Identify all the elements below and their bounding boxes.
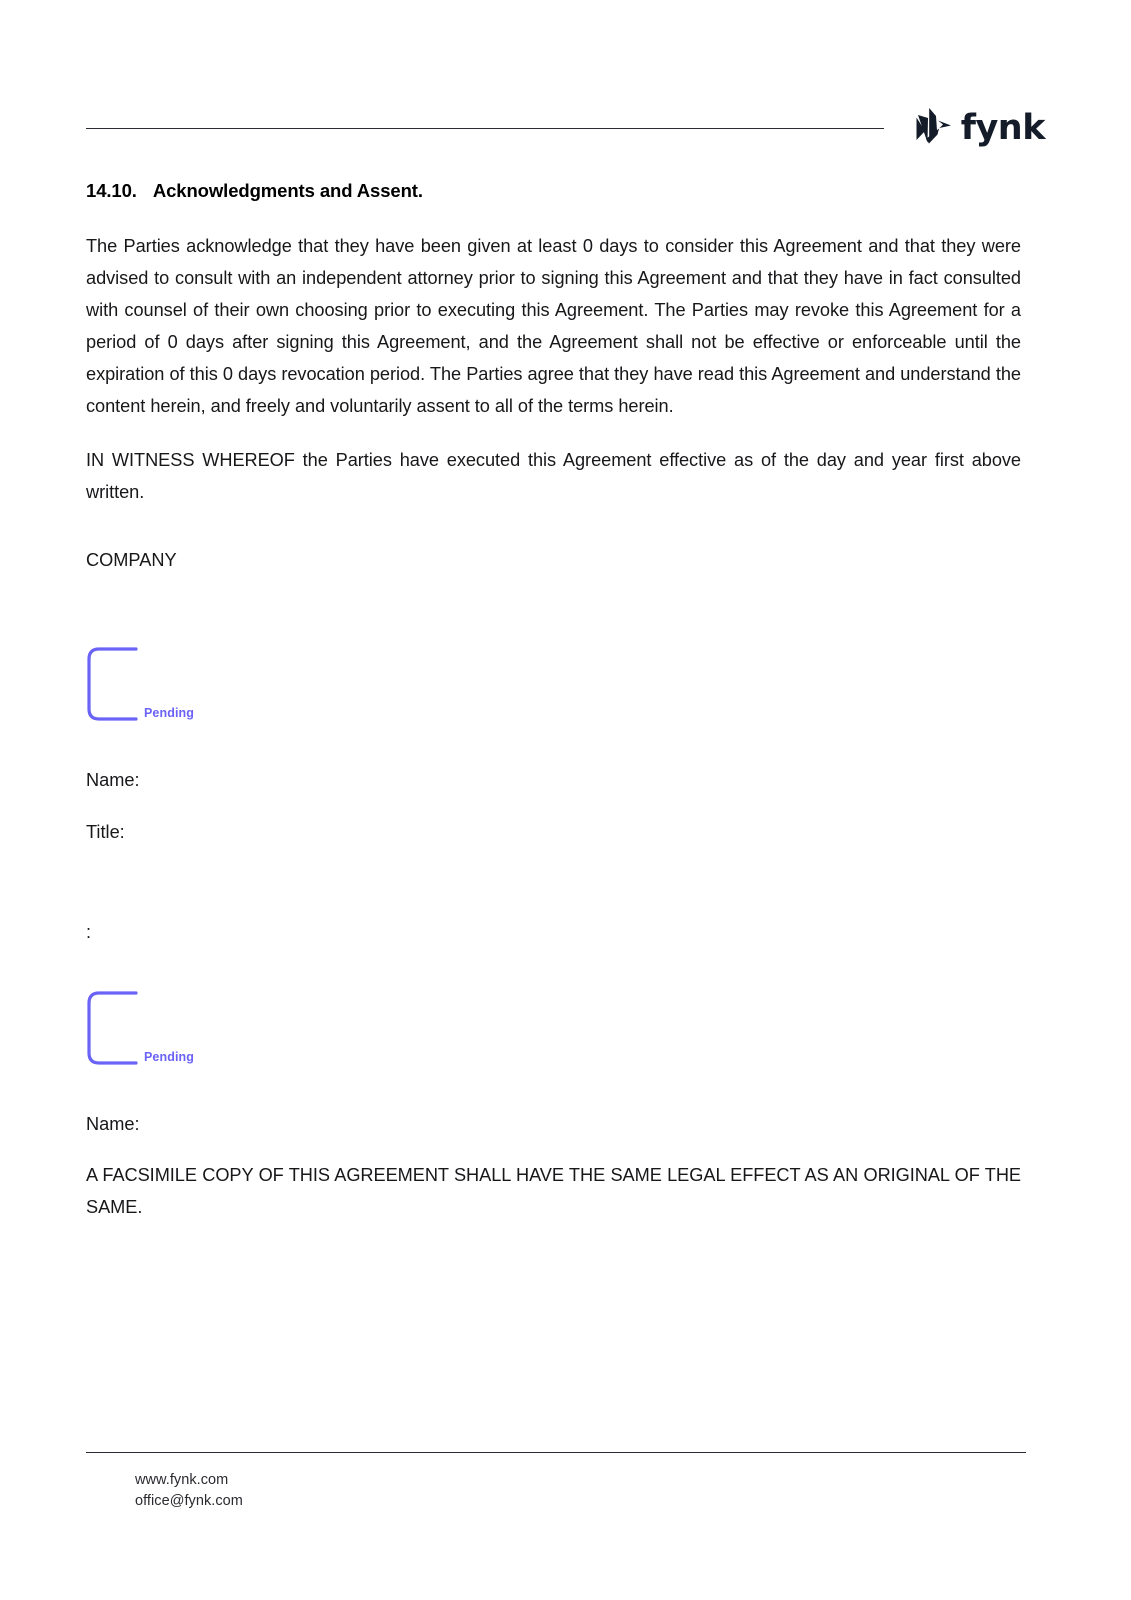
page-footer [86, 1452, 1026, 1512]
signature-bracket-icon [86, 990, 142, 1071]
spacer [86, 576, 1021, 646]
section-title: Acknowledgments and Assent. [152, 180, 423, 201]
paragraph-facsimile: A FACSIMILE COPY OF THIS AGREEMENT SHALL HAVE THE SAME LEGAL EFFECT AS AN ORIGINAL OF THE SAME. [86, 1165, 1021, 1217]
brand-logo [906, 106, 1045, 148]
paragraph-acknowledgment: The Parties acknowledge that they have been given at least 0 days to consider this Agreement and that they were advised to consult with an independent attorney prior to signing this Agreement and that they have in fact consulted with counsel of their own choosing prior to executing this Agreement. The Parties may revoke this Agreement for a period of 0 days after signing this Agreement, and the Agreement shall not be effective or enforceable until the expiration of this 0 days revocation period. The Parties agree that they have read this Agreement and understand the content herein, and freely and voluntarily assent to all of the terms herein. [86, 236, 1021, 416]
spacer [86, 948, 1021, 990]
field-label-title-1: Title: [86, 822, 125, 842]
footer-website[interactable]: www.fynk.com [135, 1472, 229, 1488]
footer-email[interactable]: office@fynk.com [135, 1493, 243, 1509]
section-heading [86, 180, 1021, 202]
field-label-name-1: Name: [86, 770, 140, 790]
signature-status-badge: Pending [144, 706, 195, 720]
spacer [86, 848, 1021, 916]
signature-field-2[interactable] [86, 990, 316, 1074]
signature-block-second[interactable] [86, 990, 1021, 1086]
field-label-name-2: Name: [86, 1114, 140, 1134]
signature-bracket-icon [86, 646, 142, 727]
spacer [86, 796, 1021, 816]
origami-bird-logo-icon [906, 106, 952, 148]
signature-field-1[interactable] [86, 646, 316, 730]
footer-contact [86, 1453, 1026, 1512]
field-label-trailing: : [86, 922, 92, 942]
document-content [86, 180, 1021, 1245]
header-divider [86, 128, 884, 129]
section-number: 14.10. [86, 180, 137, 201]
spacer [86, 1086, 1021, 1108]
spacer [86, 530, 1021, 544]
signature-block-company[interactable] [86, 646, 1021, 742]
spacer [86, 1140, 1021, 1159]
paragraph-witness: IN WITNESS WHEREOF the Parties have executed this Agreement effective as of the day and year first above written. [86, 450, 1021, 502]
company-label: COMPANY [86, 550, 177, 570]
page-header [86, 96, 1045, 158]
signature-status-badge: Pending [144, 1050, 195, 1064]
spacer [86, 742, 1021, 764]
brand-name: fynk [960, 107, 1045, 148]
